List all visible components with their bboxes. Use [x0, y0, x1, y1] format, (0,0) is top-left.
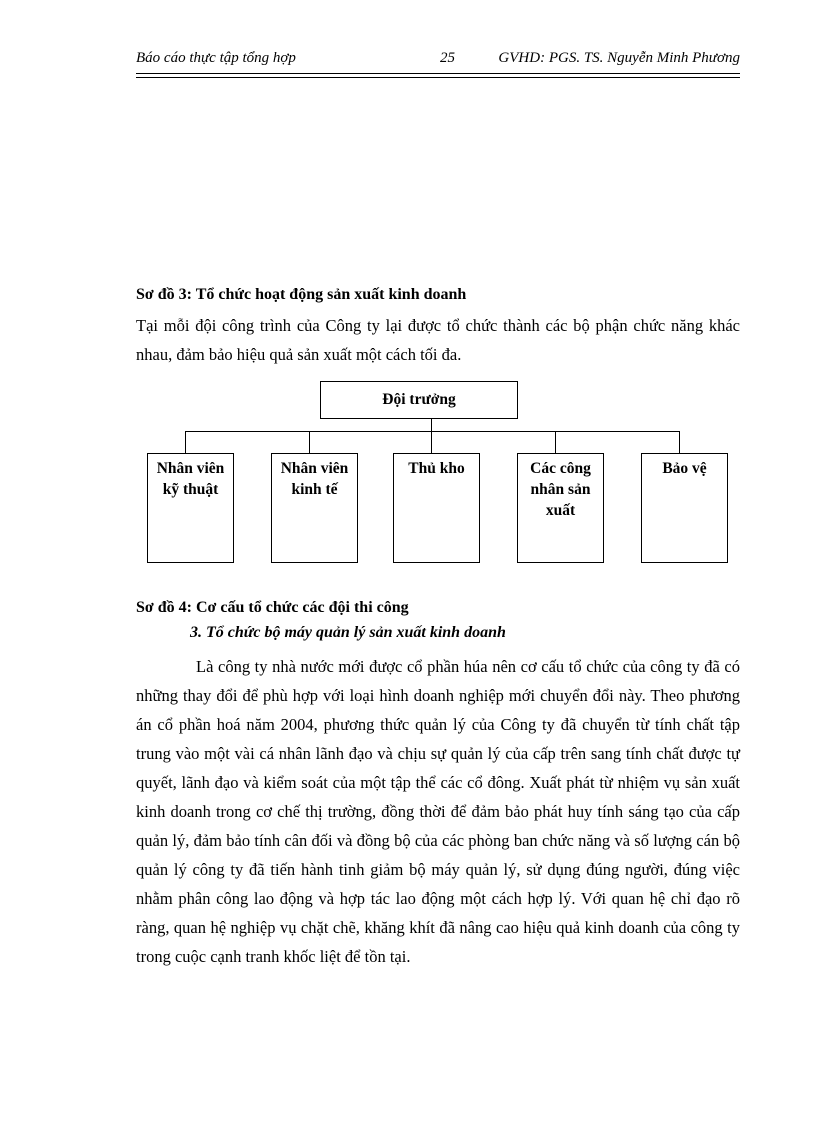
- org-root-label: Đội trưởng: [382, 391, 456, 408]
- header-report-title: Báo cáo thực tập tổng hợp: [136, 50, 296, 66]
- org-child-label-5: Bảo vệ: [662, 460, 707, 477]
- header-page-number: 25: [440, 50, 455, 66]
- connector-drop-4: [555, 431, 556, 453]
- org-child-label-4: Các công nhân sản xuất: [530, 460, 591, 519]
- section4-subheading: 3. Tổ chức bộ máy quản lý sản xuất kinh doanh: [190, 624, 506, 641]
- section3-heading: Sơ đồ 3: Tổ chức hoạt động sản xuất kinh doanh: [136, 286, 467, 303]
- org-child-box-4: [517, 453, 604, 563]
- org-root-box: [320, 381, 518, 419]
- connector-drop-1: [185, 431, 186, 453]
- section4-heading: Sơ đồ 4: Cơ cấu tổ chức các đội thi công: [136, 599, 409, 616]
- org-child-box-2: [271, 453, 358, 563]
- org-child-label-3: Thủ kho: [408, 460, 465, 477]
- connector-drop-3: [431, 419, 432, 453]
- connector-drop-2: [309, 431, 310, 453]
- org-child-box-1: [147, 453, 234, 563]
- page-header: [136, 48, 740, 70]
- header-supervisor: GVHD: PGS. TS. Nguyễn Minh Phương: [498, 50, 740, 66]
- header-rule-bottom: [136, 77, 740, 78]
- connector-drop-5: [679, 431, 680, 453]
- header-rule-top: [136, 73, 740, 74]
- org-child-box-3: [393, 453, 480, 563]
- org-child-label-1: Nhân viên kỹ thuật: [156, 460, 225, 498]
- org-child-box-5: [641, 453, 728, 563]
- section4-body: Là công ty nhà nước mới được cổ phần húa nên cơ cấu tổ chức của công ty đã có những thay đổi để phù hợp với loại hình doanh nghiệp mới chuyển đổi này. Theo phương án cổ phần hoá năm 2004, phương thức quản lý của Công ty đã chuyển từ tính chất tập trung vào một vài cá nhân lãnh đạo và chịu sự quản lý của cấp trên sang tính chất được tự quyết, lãnh đạo và kiểm soát của một tập thể các cổ đông. Xuất phát từ nhiệm vụ sản xuất kinh doanh trong cơ chế thị trường, đồng thời để đảm bảo phát huy tính sáng tạo của cấp quản lý, đảm bảo tính cân đối và đồng bộ của các phòng ban chức năng và số lượng cán bộ quản lý công ty đã tiến hành tinh giảm bộ máy quản lý, sử dụng đúng người, đúng việc nhằm phân công lao động và hợp tác lao động một cách hợp lý. Với quan hệ chỉ đạo rõ ràng, quan hệ nghiệp vụ chặt chẽ, khăng khít đã nâng cao hiệu quả kinh doanh của công ty trong cuộc cạnh tranh khốc liệt để tồn tại.: [136, 657, 740, 966]
- section3-intro: Tại mỗi đội công trình của Công ty lại được tổ chức thành các bộ phận chức năng khác nhau, đảm bảo hiệu quả sản xuất một cách tối đa.: [136, 316, 740, 364]
- connector-horizontal: [185, 431, 679, 432]
- org-child-label-2: Nhân viên kinh tế: [280, 460, 349, 498]
